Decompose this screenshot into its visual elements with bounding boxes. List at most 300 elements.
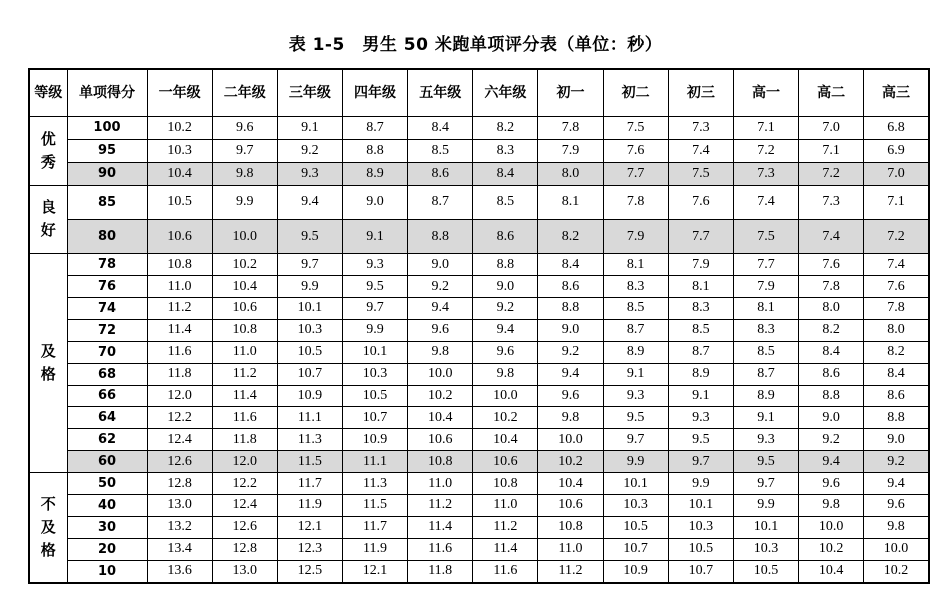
time-cell: 11.1 [342,451,407,473]
time-cell: 10.2 [147,117,212,140]
score-cell: 70 [67,341,147,363]
table-row [29,451,929,473]
table-row [29,473,929,495]
time-cell: 10.6 [408,429,473,451]
time-cell: 11.2 [408,495,473,517]
time-cell: 10.5 [147,185,212,219]
time-cell: 10.2 [473,407,538,429]
table-row [29,407,929,429]
table-row [29,516,929,538]
time-cell: 9.7 [668,451,733,473]
time-cell: 8.4 [473,162,538,185]
time-cell: 9.1 [342,219,407,253]
time-cell: 8.0 [799,297,864,319]
header-grade-7: 初一 [538,69,603,117]
time-cell: 7.1 [733,117,798,140]
time-cell: 7.8 [603,185,668,219]
time-cell: 10.1 [733,516,798,538]
time-cell: 10.7 [668,560,733,583]
time-cell: 8.5 [733,341,798,363]
time-cell: 9.1 [603,363,668,385]
time-cell: 9.9 [342,319,407,341]
table-row [29,219,929,253]
score-cell: 66 [67,385,147,407]
level-label: 及 格 [40,342,56,384]
time-cell: 8.6 [473,219,538,253]
time-cell: 10.8 [408,451,473,473]
time-cell: 10.0 [408,363,473,385]
header-grade-2: 二年级 [212,69,277,117]
time-cell: 11.2 [147,297,212,319]
time-cell: 7.0 [799,117,864,140]
time-cell: 7.1 [864,185,929,219]
time-cell: 12.1 [342,560,407,583]
time-cell: 7.5 [603,117,668,140]
time-cell: 10.3 [147,139,212,162]
level-label: 良 好 [40,198,56,240]
time-cell: 12.6 [212,516,277,538]
time-cell: 8.8 [342,139,407,162]
time-cell: 7.5 [733,219,798,253]
time-cell: 9.5 [733,451,798,473]
score-cell: 60 [67,451,147,473]
level-cell [29,117,67,186]
time-cell: 8.7 [603,319,668,341]
time-cell: 8.9 [342,162,407,185]
time-cell: 8.4 [799,341,864,363]
time-cell: 9.2 [473,297,538,319]
time-cell: 9.6 [408,319,473,341]
time-cell: 10.8 [147,254,212,276]
table-row [29,429,929,451]
time-cell: 10.9 [277,385,342,407]
table-row [29,538,929,560]
time-cell: 9.4 [799,451,864,473]
time-cell: 11.2 [473,516,538,538]
time-cell: 8.3 [733,319,798,341]
time-cell: 12.5 [277,560,342,583]
time-cell: 8.8 [473,254,538,276]
score-cell: 74 [67,297,147,319]
time-cell: 11.0 [538,538,603,560]
score-cell: 76 [67,276,147,298]
time-cell: 9.6 [212,117,277,140]
time-cell: 10.3 [277,319,342,341]
time-cell: 8.6 [538,276,603,298]
time-cell: 10.0 [212,219,277,253]
time-cell: 8.8 [799,385,864,407]
time-cell: 10.1 [277,297,342,319]
time-cell: 9.6 [473,341,538,363]
time-cell: 10.5 [668,538,733,560]
time-cell: 12.3 [277,538,342,560]
table-row [29,117,929,140]
score-cell: 62 [67,429,147,451]
time-cell: 7.9 [733,276,798,298]
time-cell: 9.3 [342,254,407,276]
time-cell: 9.2 [864,451,929,473]
time-cell: 10.6 [538,495,603,517]
time-cell: 8.5 [408,139,473,162]
score-cell: 90 [67,162,147,185]
time-cell: 9.3 [733,429,798,451]
time-cell: 12.8 [147,473,212,495]
score-cell: 80 [67,219,147,253]
level-cell [29,473,67,583]
time-cell: 11.0 [408,473,473,495]
time-cell: 9.4 [408,297,473,319]
time-cell: 7.3 [733,162,798,185]
time-cell: 9.2 [277,139,342,162]
time-cell: 10.3 [342,363,407,385]
time-cell: 10.7 [603,538,668,560]
time-cell: 10.6 [147,219,212,253]
time-cell: 12.1 [277,516,342,538]
time-cell: 10.3 [733,538,798,560]
time-cell: 11.8 [212,429,277,451]
time-cell: 7.4 [733,185,798,219]
time-cell: 9.8 [799,495,864,517]
time-cell: 11.1 [277,407,342,429]
time-cell: 7.4 [799,219,864,253]
time-cell: 13.2 [147,516,212,538]
time-cell: 9.5 [668,429,733,451]
time-cell: 7.6 [603,139,668,162]
time-cell: 7.5 [668,162,733,185]
time-cell: 10.6 [473,451,538,473]
time-cell: 9.0 [342,185,407,219]
time-cell: 9.3 [277,162,342,185]
time-cell: 8.6 [864,385,929,407]
time-cell: 10.5 [342,385,407,407]
level-label: 不 及 格 [40,495,56,560]
time-cell: 6.9 [864,139,929,162]
table-row [29,560,929,583]
time-cell: 10.1 [668,495,733,517]
time-cell: 8.7 [408,185,473,219]
time-cell: 10.0 [538,429,603,451]
time-cell: 7.6 [799,254,864,276]
time-cell: 10.8 [212,319,277,341]
time-cell: 9.7 [277,254,342,276]
time-cell: 10.8 [538,516,603,538]
time-cell: 9.4 [473,319,538,341]
score-cell: 20 [67,538,147,560]
time-cell: 9.1 [668,385,733,407]
score-cell: 68 [67,363,147,385]
time-cell: 8.4 [864,363,929,385]
time-cell: 8.9 [603,341,668,363]
time-cell: 10.4 [473,429,538,451]
header-row [29,69,929,117]
time-cell: 10.0 [799,516,864,538]
time-cell: 10.2 [212,254,277,276]
time-cell: 9.6 [864,495,929,517]
time-cell: 9.7 [603,429,668,451]
time-cell: 9.5 [342,276,407,298]
time-cell: 8.8 [538,297,603,319]
time-cell: 9.7 [733,473,798,495]
time-cell: 7.7 [733,254,798,276]
time-cell: 10.7 [277,363,342,385]
score-cell: 40 [67,495,147,517]
time-cell: 7.8 [864,297,929,319]
time-cell: 8.3 [668,297,733,319]
score-cell: 50 [67,473,147,495]
time-cell: 9.9 [212,185,277,219]
table-row [29,363,929,385]
time-cell: 8.3 [473,139,538,162]
table-row [29,276,929,298]
time-cell: 11.9 [277,495,342,517]
time-cell: 8.0 [864,319,929,341]
time-cell: 7.3 [668,117,733,140]
score-cell: 10 [67,560,147,583]
time-cell: 9.4 [277,185,342,219]
time-cell: 9.7 [212,139,277,162]
time-cell: 11.0 [212,341,277,363]
time-cell: 7.2 [733,139,798,162]
header-score: 单项得分 [67,69,147,117]
header-grade-12: 高三 [864,69,929,117]
time-cell: 9.2 [408,276,473,298]
time-cell: 9.9 [277,276,342,298]
time-cell: 7.9 [668,254,733,276]
time-cell: 11.2 [212,363,277,385]
time-cell: 9.4 [864,473,929,495]
time-cell: 9.8 [473,363,538,385]
time-cell: 9.8 [864,516,929,538]
time-cell: 10.4 [212,276,277,298]
table-row [29,385,929,407]
table-row [29,162,929,185]
time-cell: 11.6 [473,560,538,583]
time-cell: 11.7 [277,473,342,495]
time-cell: 8.2 [473,117,538,140]
time-cell: 10.2 [408,385,473,407]
time-cell: 11.7 [342,516,407,538]
time-cell: 9.3 [668,407,733,429]
time-cell: 7.8 [799,276,864,298]
time-cell: 8.2 [799,319,864,341]
time-cell: 8.1 [603,254,668,276]
time-cell: 10.3 [668,516,733,538]
time-cell: 13.0 [212,560,277,583]
time-cell: 10.0 [864,538,929,560]
time-cell: 7.4 [864,254,929,276]
time-cell: 12.0 [212,451,277,473]
time-cell: 10.4 [799,560,864,583]
level-label: 优 秀 [40,129,56,171]
time-cell: 8.4 [538,254,603,276]
time-cell: 10.9 [603,560,668,583]
table-row [29,495,929,517]
header-grade-8: 初二 [603,69,668,117]
table-row [29,297,929,319]
time-cell: 8.2 [538,219,603,253]
time-cell: 7.9 [538,139,603,162]
header-level: 等级 [29,69,67,117]
time-cell: 9.4 [538,363,603,385]
score-cell: 72 [67,319,147,341]
time-cell: 12.0 [147,385,212,407]
time-cell: 11.6 [147,341,212,363]
table-row [29,254,929,276]
time-cell: 10.2 [799,538,864,560]
time-cell: 9.2 [538,341,603,363]
time-cell: 7.0 [864,162,929,185]
time-cell: 11.8 [408,560,473,583]
time-cell: 12.4 [147,429,212,451]
score-cell: 100 [67,117,147,140]
time-cell: 10.1 [603,473,668,495]
time-cell: 8.9 [733,385,798,407]
time-cell: 8.1 [538,185,603,219]
time-cell: 10.9 [342,429,407,451]
header-grade-11: 高二 [799,69,864,117]
time-cell: 11.2 [538,560,603,583]
time-cell: 12.8 [212,538,277,560]
time-cell: 7.3 [799,185,864,219]
time-cell: 9.8 [538,407,603,429]
time-cell: 8.1 [668,276,733,298]
time-cell: 11.6 [212,407,277,429]
table-row [29,139,929,162]
header-grade-4: 四年级 [342,69,407,117]
time-cell: 7.2 [799,162,864,185]
time-cell: 7.6 [668,185,733,219]
table-title: 表 1-5 男生 50 米跑单项评分表（单位：秒） [288,35,663,55]
time-cell: 9.5 [603,407,668,429]
time-cell: 12.2 [212,473,277,495]
time-cell: 10.5 [733,560,798,583]
time-cell: 9.3 [603,385,668,407]
time-cell: 9.6 [799,473,864,495]
time-cell: 11.4 [408,516,473,538]
time-cell: 10.3 [603,495,668,517]
time-cell: 9.0 [538,319,603,341]
time-cell: 11.5 [277,451,342,473]
time-cell: 7.4 [668,139,733,162]
time-cell: 7.9 [603,219,668,253]
time-cell: 9.1 [277,117,342,140]
header-grade-3: 三年级 [277,69,342,117]
time-cell: 12.2 [147,407,212,429]
header-grade-1: 一年级 [147,69,212,117]
table-row [29,319,929,341]
time-cell: 8.4 [408,117,473,140]
time-cell: 7.1 [799,139,864,162]
time-cell: 11.8 [147,363,212,385]
time-cell: 11.3 [277,429,342,451]
time-cell: 13.4 [147,538,212,560]
time-cell: 13.6 [147,560,212,583]
score-cell: 30 [67,516,147,538]
time-cell: 10.5 [603,516,668,538]
time-cell: 11.5 [342,495,407,517]
time-cell: 8.1 [733,297,798,319]
time-cell: 8.7 [342,117,407,140]
time-cell: 9.5 [277,219,342,253]
time-cell: 9.9 [733,495,798,517]
time-cell: 11.9 [342,538,407,560]
time-cell: 7.6 [864,276,929,298]
time-cell: 8.5 [603,297,668,319]
header-grade-10: 高一 [733,69,798,117]
time-cell: 12.6 [147,451,212,473]
time-cell: 9.9 [668,473,733,495]
time-cell: 9.9 [603,451,668,473]
time-cell: 9.0 [473,276,538,298]
time-cell: 11.0 [473,495,538,517]
time-cell: 10.0 [473,385,538,407]
time-cell: 7.8 [538,117,603,140]
time-cell: 8.6 [408,162,473,185]
time-cell: 10.1 [342,341,407,363]
time-cell: 10.2 [538,451,603,473]
table-row [29,341,929,363]
score-cell: 95 [67,139,147,162]
time-cell: 10.4 [408,407,473,429]
time-cell: 9.0 [408,254,473,276]
scoring-table [28,68,930,584]
header-grade-9: 初三 [668,69,733,117]
time-cell: 11.0 [147,276,212,298]
time-cell: 10.8 [473,473,538,495]
time-cell: 8.7 [668,341,733,363]
time-cell: 11.4 [212,385,277,407]
time-cell: 10.2 [864,560,929,583]
time-cell: 9.2 [799,429,864,451]
time-cell: 8.8 [408,219,473,253]
time-cell: 10.7 [342,407,407,429]
time-cell: 7.2 [864,219,929,253]
time-cell: 6.8 [864,117,929,140]
time-cell: 10.4 [147,162,212,185]
time-cell: 10.4 [538,473,603,495]
time-cell: 13.0 [147,495,212,517]
header-grade-5: 五年级 [408,69,473,117]
time-cell: 9.7 [342,297,407,319]
time-cell: 9.8 [212,162,277,185]
time-cell: 12.4 [212,495,277,517]
time-cell: 8.8 [864,407,929,429]
time-cell: 7.7 [668,219,733,253]
time-cell: 9.0 [799,407,864,429]
score-cell: 85 [67,185,147,219]
time-cell: 11.4 [147,319,212,341]
time-cell: 9.1 [733,407,798,429]
time-cell: 9.0 [864,429,929,451]
time-cell: 8.2 [864,341,929,363]
time-cell: 10.6 [212,297,277,319]
level-cell [29,185,67,254]
time-cell: 7.7 [603,162,668,185]
time-cell: 9.6 [538,385,603,407]
time-cell: 8.6 [799,363,864,385]
score-cell: 64 [67,407,147,429]
time-cell: 11.6 [408,538,473,560]
time-cell: 11.4 [473,538,538,560]
time-cell: 11.3 [342,473,407,495]
header-grade-6: 六年级 [473,69,538,117]
time-cell: 8.7 [733,363,798,385]
time-cell: 8.5 [473,185,538,219]
time-cell: 9.8 [408,341,473,363]
time-cell: 8.0 [538,162,603,185]
time-cell: 8.5 [668,319,733,341]
time-cell: 8.9 [668,363,733,385]
